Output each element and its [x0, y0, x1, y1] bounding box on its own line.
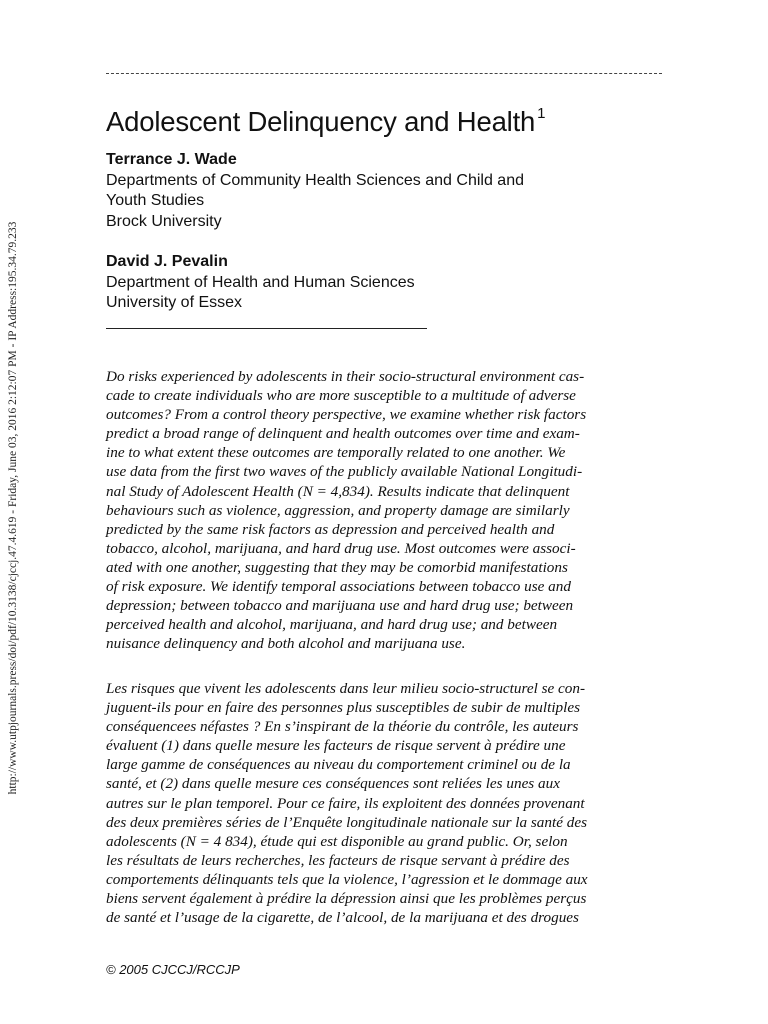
article-title: [106, 106, 545, 138]
abstract-line: perceived health and alcohol, marijuana, and hard drug use; and between: [106, 616, 558, 634]
download-notice-text: http://www.utpjournals.press/doi/pdf/10.3138/cjccj.47.4.619 - Friday, June 03, 2016 2:12:07 PM - IP Address:195.34.79.233: [7, 221, 19, 795]
abstract-line: behaviours such as violence, aggression, and property damage are similarly: [106, 501, 570, 519]
abstract-line: comportements délinquants tels que la violence, l’agression et le dommage aux: [106, 870, 588, 888]
author-affiliation-line: Departments of Community Health Sciences and Child and: [106, 171, 524, 189]
abstract-line: les résultats de leurs recherches, les facteurs de risque servant à prédire des: [106, 851, 570, 869]
abstract-line: large gamme de conséquences au niveau du comportement criminel ou de la: [106, 756, 571, 774]
author-block: [106, 150, 524, 232]
author-affiliation-line: University of Essex: [106, 294, 243, 311]
abstract-line: of risk exposure. We identify temporal associations between tobacco use and: [106, 578, 571, 596]
abstract-line: use data from the first two waves of the publicly available National Longitudi-: [106, 463, 583, 481]
abstract-line: conséquencees néfastes ? En s’inspirant de la théorie du contrôle, les auteurs: [106, 718, 579, 736]
copyright-footer: © 2005 CJCCJ/RCCJP: [106, 962, 240, 977]
abstract-line: des deux premières séries de l’Enquête longitudinale nationale sur la santé des: [106, 813, 587, 831]
header-dashed-rule: [106, 73, 662, 74]
abstract-line: juguent-ils pour en faire des personnes plus susceptibles de subir de multiples: [106, 699, 581, 717]
abstract-line: cade to create individuals who are more susceptible to a multitude of adverse: [106, 387, 576, 405]
abstract-line: nal Study of Adolescent Health (N = 4,834). Results indicate that delinquent: [106, 482, 570, 500]
author-list: [106, 150, 524, 314]
abstract-french: [106, 679, 662, 927]
author-name: David J. Pevalin: [106, 253, 228, 270]
abstract-line: santé, et (2) dans quelle mesure ces conséquences sont reliées les unes aux: [106, 775, 560, 793]
abstract-line: ine to what extent these outcomes are temporally related to one another. We: [106, 444, 566, 462]
abstract-line: nuisance delinquency and both alcohol and marijuana use.: [106, 635, 466, 653]
abstract-line: predict a broad range of delinquent and health outcomes over time and exam-: [106, 425, 580, 443]
download-notice-sidebar: [0, 0, 26, 1024]
article-title-text: Adolescent Delinquency and Health: [106, 106, 536, 137]
abstract-english: [106, 367, 662, 653]
abstract-line: autres sur le plan temporel. Pour ce faire, ils exploitent des données provenant: [106, 794, 585, 812]
abstract-line: évaluent (1) dans quelle mesure les facteurs de risque servent à prédire une: [106, 737, 566, 755]
abstract-line: biens servent également à prédire la dépression ainsi que les problèmes perçus: [106, 890, 587, 908]
abstract-line: adolescents (N = 4 834), étude qui est disponible au grand public. Or, selon: [106, 832, 568, 850]
abstract-line: Les risques que vivent les adolescents dans leur milieu socio-structurel se con-: [106, 680, 586, 697]
author-separator-rule: [106, 328, 427, 329]
abstract-line: ated with one another, suggesting that they may be comorbid manifestations: [106, 558, 568, 576]
author-block: [106, 252, 524, 314]
abstract-line: depression; between tobacco and marijuana use and hard drug use; between: [106, 597, 574, 615]
title-footnote-marker: 1: [537, 105, 546, 122]
abstract-line: outcomes? From a control theory perspective, we examine whether risk factors: [106, 406, 587, 424]
author-affiliation-line: Brock University: [106, 212, 222, 230]
author-affiliation-line: Department of Health and Human Sciences: [106, 273, 415, 291]
abstract-line: de santé et l’usage de la cigarette, de l’alcool, de la marijuana et des drogues: [106, 909, 579, 927]
author-name: Terrance J. Wade: [106, 151, 237, 168]
abstract-line: predicted by the same risk factors as depression and perceived health and: [106, 520, 555, 538]
abstract-line: tobacco, alcohol, marijuana, and hard drug use. Most outcomes were associ-: [106, 539, 576, 557]
abstract-line: Do risks experienced by adolescents in their socio-structural environment cas-: [106, 368, 585, 385]
author-affiliation-line: Youth Studies: [106, 192, 205, 209]
